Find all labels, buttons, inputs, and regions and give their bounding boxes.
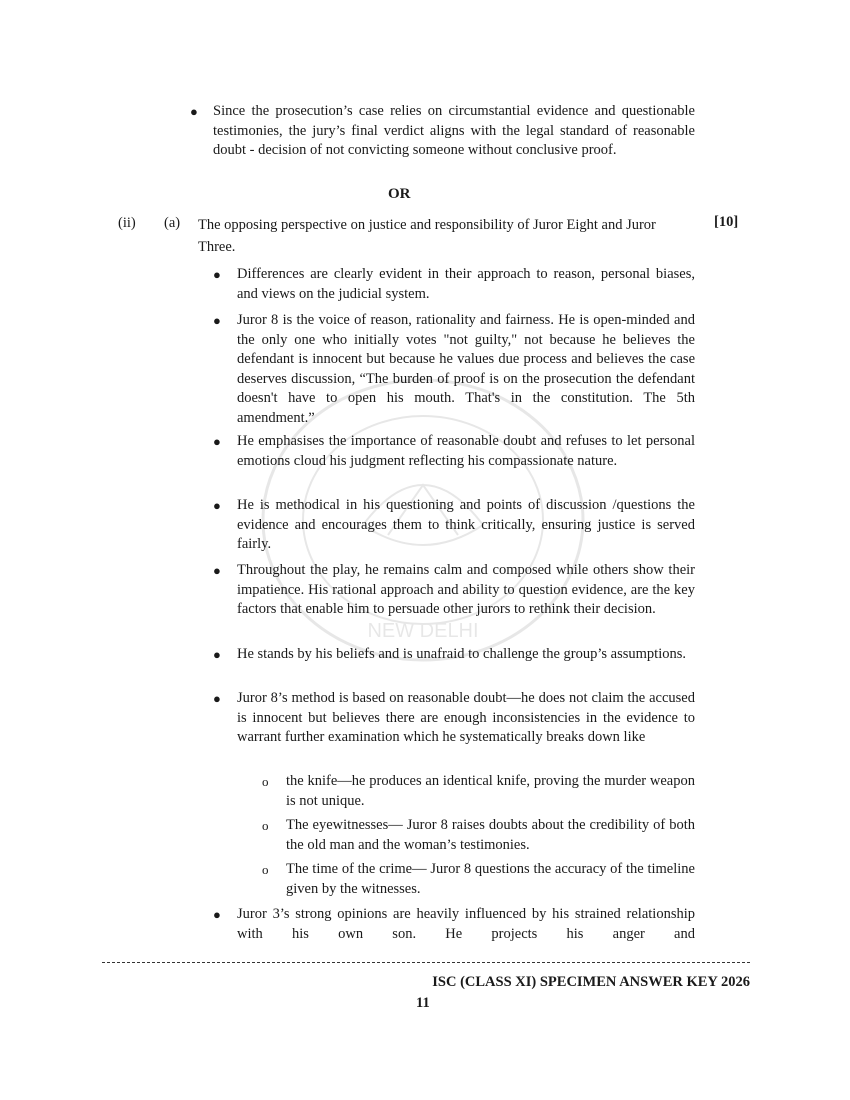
footer-divider: [102, 962, 750, 963]
bullet-dot: ●: [213, 313, 221, 328]
bullet-reasonable-doubt: He emphasises the importance of reasonable doubt and refuses to let personal emotions cloud his judgment reflecting his compassionate nature.: [237, 433, 695, 469]
question-marks: [10]: [714, 214, 739, 230]
bullet-methodical: He is methodical in his questioning and points of discussion /questions the evidence and encourages them to think critically, ensuring justice is served fairly.: [237, 497, 695, 552]
bullet-dot: ●: [213, 498, 221, 513]
bullet-juror3: Juror 3’s strong opinions are heavily influenced by his strained relationship with his own son. He projects his anger and: [237, 906, 695, 942]
sub-bullet-time: The time of the crime— Juror 8 questions the accuracy of the timeline given by the witnesses.: [286, 861, 695, 897]
question-prompt: The opposing perspective on justice and responsibility of Juror Eight and Juror Three.: [198, 217, 656, 255]
top-bullet-text: Since the prosecution’s case relies on circumstantial evidence and questionable testimonies, the jury’s final verdict aligns with the legal standard of reasonable doubt - decision of not convicting someone without conclusive proof.: [213, 103, 695, 158]
question-number: (ii): [118, 215, 136, 231]
bullet-differences: Differences are clearly evident in their approach to reason, personal biases, and views on the judicial system.: [237, 266, 695, 302]
bullet-stands-by-beliefs: He stands by his beliefs and is unafraid to challenge the group’s assumptions.: [237, 646, 687, 662]
bullet-dot: ●: [213, 563, 221, 578]
bullet-dot: ●: [213, 434, 221, 449]
bullet-dot: ●: [190, 104, 198, 119]
bullet-dot: ●: [213, 267, 221, 282]
bullet-calm-composed: Throughout the play, he remains calm and composed while others show their impatience. His rational approach and ability to question evidence, are the key factors that enable him to persuade other jurors to rethink their decision.: [237, 562, 695, 617]
sub-bullet-marker: o: [262, 862, 269, 877]
bullet-dot: ●: [213, 647, 221, 662]
sub-bullet-knife: the knife—he produces an identical knife, proving the murder weapon is not unique.: [286, 773, 695, 809]
sub-bullet-eyewitnesses: The eyewitnesses— Juror 8 raises doubts about the credibility of both the old man and the woman’s testimonies.: [286, 817, 695, 853]
sub-bullet-marker: o: [262, 818, 269, 833]
bullet-juror8-voice: Juror 8 is the voice of reason, rationality and fairness. He is open-minded and the only one who initially votes "not guilty," not because he believes the defendant is innocent but because he values due process and believes the case deserves discussion, “The burden of proof is on the prosecution the defendant doesn't have to open his mouth. That's in the constitution. The 5th amendment.”: [237, 312, 695, 426]
footer-title: ISC (CLASS XI) SPECIMEN ANSWER KEY 2026: [432, 974, 750, 990]
bullet-dot: ●: [213, 691, 221, 706]
watermark-text: NEW DELHI: [367, 620, 479, 642]
page-number: 11: [416, 995, 430, 1011]
sub-bullet-marker: o: [262, 774, 269, 789]
bullet-method: Juror 8’s method is based on reasonable doubt—he does not claim the accused is innocent but believes there are enough inconsistencies in the evidence to warrant further examination which he systematically breaks down like: [237, 690, 695, 745]
or-separator: OR: [388, 186, 411, 202]
question-part: (a): [164, 215, 181, 231]
bullet-dot: ●: [213, 907, 221, 922]
